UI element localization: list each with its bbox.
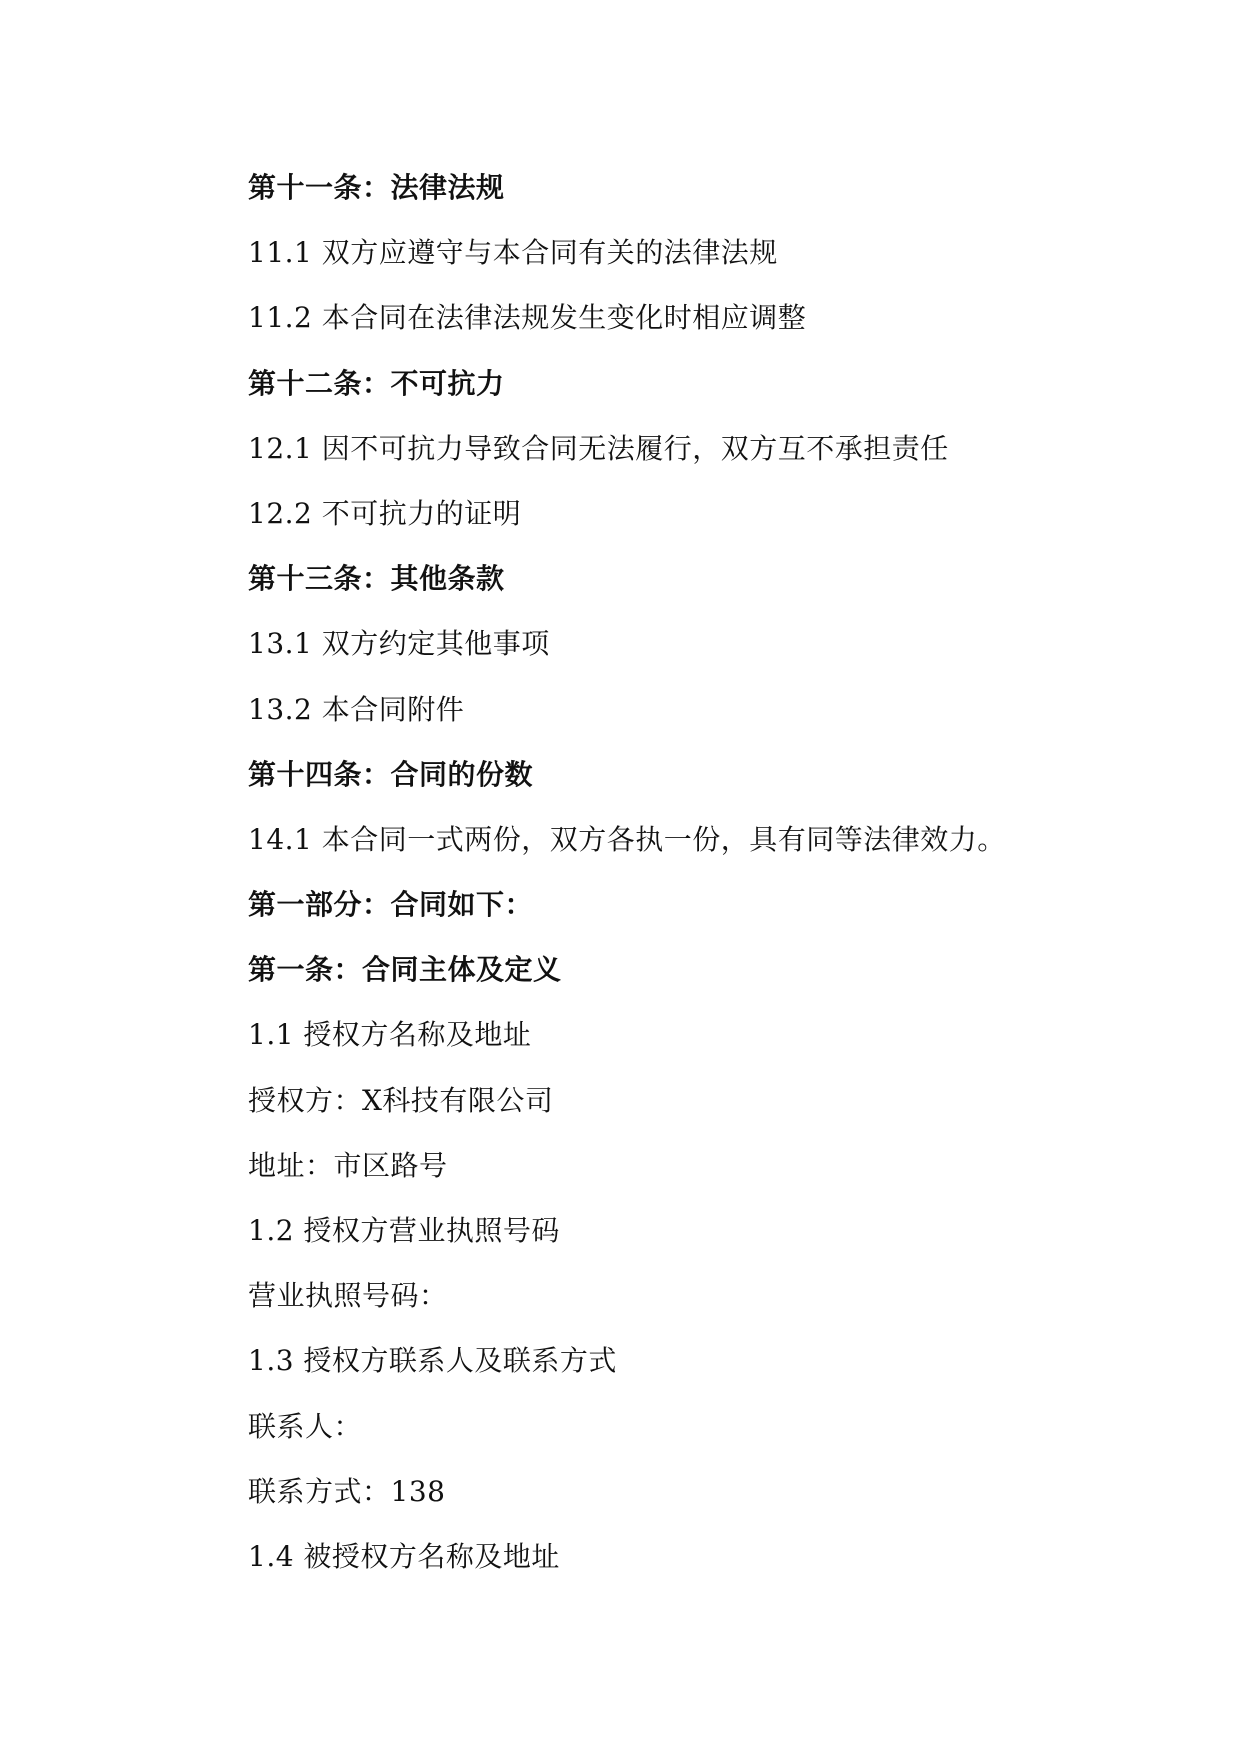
article-1-heading: 第一条：合同主体及定义	[248, 953, 562, 987]
clause-11-1: 11.1 双方应遵守与本合同有关的法律法规	[248, 236, 778, 270]
clause-11-2: 11.2 本合同在法律法规发生变化时相应调整	[248, 301, 807, 335]
article-12-heading: 第十二条：不可抗力	[248, 366, 505, 400]
business-license-number: 营业执照号码：	[248, 1279, 448, 1313]
part-1-heading: 第一部分：合同如下：	[248, 888, 534, 922]
clause-1-3: 1.3 授权方联系人及联系方式	[248, 1344, 617, 1378]
document-body	[248, 155, 1148, 1589]
article-14-heading: 第十四条：合同的份数	[248, 757, 534, 791]
licensor-name: 授权方：X科技有限公司	[248, 1083, 554, 1117]
clause-12-2: 12.2 不可抗力的证明	[248, 496, 522, 530]
clause-1-2: 1.2 授权方营业执照号码	[248, 1214, 560, 1247]
clause-13-1: 13.1 双方约定其他事项	[248, 627, 550, 661]
contact-person: 联系人：	[248, 1409, 363, 1443]
clause-14-1: 14.1 本合同一式两份，双方各执一份，具有同等法律效力。	[248, 822, 1006, 856]
licensor-address: 地址：市区路号	[248, 1148, 448, 1182]
article-11-heading: 第十一条：法律法规	[248, 171, 505, 204]
clause-1-1: 1.1 授权方名称及地址	[248, 1018, 532, 1052]
contact-method: 联系方式：138	[248, 1474, 446, 1508]
clause-13-2: 13.2 本合同附件	[248, 692, 465, 726]
article-13-heading: 第十三条：其他条款	[248, 562, 505, 596]
clause-12-1: 12.1 因不可抗力导致合同无法履行，双方互不承担责任	[248, 431, 949, 465]
clause-1-4: 1.4 被授权方名称及地址	[248, 1539, 560, 1573]
